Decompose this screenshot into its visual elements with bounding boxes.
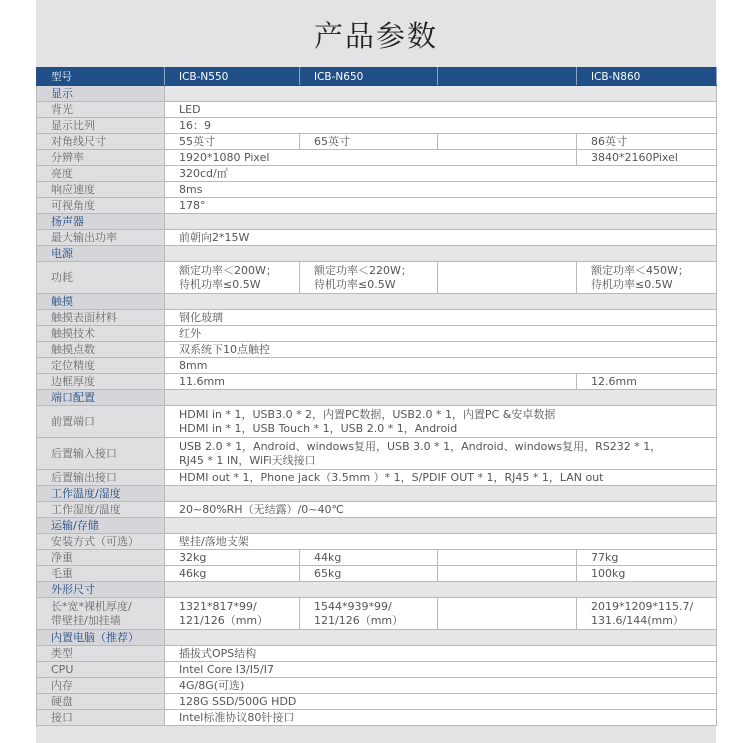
row-value: HDMI in * 1，USB3.0 * 2，内置PC数据，USB2.0 * 1，内置PC &安卓数据 HDMI in * 1，USB Touch * 1，USB 2.0 * 1，Android (165, 406, 717, 438)
table-row (37, 646, 717, 662)
table-row (37, 710, 717, 726)
row-value-n860: 12.6mm (577, 374, 717, 390)
section-spacer (165, 630, 717, 646)
table-row (37, 678, 717, 694)
table-row (37, 310, 717, 326)
row-value: 壁挂/落地支架 (165, 534, 717, 550)
row-value-n860: 3840*2160Pixel (577, 150, 717, 166)
row-value: USB 2.0 * 1，Android、windows复用，USB 3.0 * 1，Android、windows复用，RS232 * 1， RJ45 * 1 IN，WiFi天线接口 (165, 438, 717, 470)
table-row (37, 134, 717, 150)
row-value: HDMI out * 1，Phone jack（3.5mm ）* 1，S/PDIF OUT * 1，RJ45 * 1，LAN out (165, 470, 717, 486)
page-title: 产品参数 (313, 19, 438, 53)
row-value-empty (438, 566, 577, 582)
row-label: 分辨率 (37, 150, 165, 166)
row-label: 触摸点数 (37, 342, 165, 358)
table-row (37, 166, 717, 182)
row-label: CPU (37, 662, 165, 678)
row-label: 毛重 (37, 566, 165, 582)
row-label: 长*宽*裸机厚度/ 带壁挂/加挂墙 (37, 598, 165, 630)
section-title: 端口配置 (37, 390, 165, 406)
section-spacer (165, 246, 717, 262)
row-value-n550: 46kg (165, 566, 300, 582)
section-spacer (165, 582, 717, 598)
row-value-n550: 55英寸 (165, 134, 300, 150)
section-title: 显示 (37, 86, 165, 102)
row-value: 前朝向2*15W (165, 230, 717, 246)
section-row (37, 390, 717, 406)
section-title: 运输/存储 (37, 518, 165, 534)
row-value: 20~80%RH（无结露）/0~40℃ (165, 502, 717, 518)
row-label: 接口 (37, 710, 165, 726)
row-label: 前置端口 (37, 406, 165, 438)
section-spacer (165, 86, 717, 102)
row-value: 178° (165, 198, 717, 214)
table-row (37, 150, 717, 166)
table-row (37, 470, 717, 486)
header-model: ICB-N860 (577, 68, 717, 86)
row-value: Intel标准协议80针接口 (165, 710, 717, 726)
row-value: LED (165, 102, 717, 118)
table-row (37, 326, 717, 342)
section-title: 内置电脑（推荐） (37, 630, 165, 646)
section-title: 触摸 (37, 294, 165, 310)
row-value-empty (438, 262, 577, 294)
row-label: 最大输出功率 (37, 230, 165, 246)
row-value: 插拔式OPS结构 (165, 646, 717, 662)
row-value: 双系统下10点触控 (165, 342, 717, 358)
row-value: 1920*1080 Pixel (165, 150, 577, 166)
table-row (37, 102, 717, 118)
section-row (37, 486, 717, 502)
table-row (37, 198, 717, 214)
row-value-empty (438, 598, 577, 630)
row-value-n650: 65英寸 (300, 134, 438, 150)
section-row (37, 294, 717, 310)
row-value-n650: 44kg (300, 550, 438, 566)
section-spacer (165, 390, 717, 406)
section-title: 工作温度/湿度 (37, 486, 165, 502)
row-label: 响应速度 (37, 182, 165, 198)
section-spacer (165, 294, 717, 310)
row-label: 硬盘 (37, 694, 165, 710)
row-value-n650: 65kg (300, 566, 438, 582)
row-label: 净重 (37, 550, 165, 566)
row-label: 类型 (37, 646, 165, 662)
spec-body (37, 86, 717, 726)
row-value-n860: 100kg (577, 566, 717, 582)
row-label: 触摸技术 (37, 326, 165, 342)
row-label: 定位精度 (37, 358, 165, 374)
table-row (37, 230, 717, 246)
row-value-n550: 1321*817*99/ 121/126（mm） (165, 598, 300, 630)
row-value: 128G SSD/500G HDD (165, 694, 717, 710)
table-row (37, 406, 717, 438)
table-row (37, 182, 717, 198)
section-title: 电源 (37, 246, 165, 262)
table-row (37, 374, 717, 390)
row-value: 4G/8G(可选) (165, 678, 717, 694)
row-value: 红外 (165, 326, 717, 342)
section-row (37, 214, 717, 230)
table-header-row (37, 68, 717, 86)
row-value-n860: 2019*1209*115.7/ 131.6/144(mm） (577, 598, 717, 630)
row-value-n550: 额定功率＜200W； 待机功率≤0.5W (165, 262, 300, 294)
section-row (37, 86, 717, 102)
row-value: 8ms (165, 182, 717, 198)
section-row (37, 246, 717, 262)
table-row (37, 358, 717, 374)
section-spacer (165, 486, 717, 502)
row-label: 工作湿度/温度 (37, 502, 165, 518)
row-value: 320cd/㎡ (165, 166, 717, 182)
table-row (37, 566, 717, 582)
header-model: ICB-N650 (300, 68, 438, 86)
table-row (37, 118, 717, 134)
section-row (37, 518, 717, 534)
row-label: 边框厚度 (37, 374, 165, 390)
row-value: 钢化玻璃 (165, 310, 717, 326)
row-label: 后置输入接口 (37, 438, 165, 470)
table-row (37, 262, 717, 294)
section-row (37, 630, 717, 646)
row-label: 后置输出接口 (37, 470, 165, 486)
row-label: 触摸表面材料 (37, 310, 165, 326)
row-value-n650: 1544*939*99/ 121/126（mm） (300, 598, 438, 630)
table-row (37, 342, 717, 358)
table-row (37, 502, 717, 518)
row-value-n650: 额定功率＜220W； 待机功率≤0.5W (300, 262, 438, 294)
row-value: 11.6mm (165, 374, 577, 390)
section-spacer (165, 518, 717, 534)
table-row (37, 534, 717, 550)
header-model (438, 68, 577, 86)
row-value-n860: 86英寸 (577, 134, 717, 150)
table-row (37, 598, 717, 630)
row-label: 内存 (37, 678, 165, 694)
section-spacer (165, 214, 717, 230)
row-label: 可视角度 (37, 198, 165, 214)
row-value: 16：9 (165, 118, 717, 134)
row-label: 对角线尺寸 (37, 134, 165, 150)
row-label: 亮度 (37, 166, 165, 182)
row-label: 安装方式（可选） (37, 534, 165, 550)
row-value-n860: 77kg (577, 550, 717, 566)
header-model: ICB-N550 (165, 68, 300, 86)
row-value-n550: 32kg (165, 550, 300, 566)
row-label: 显示比列 (37, 118, 165, 134)
row-label: 功耗 (37, 262, 165, 294)
table-row (37, 662, 717, 678)
table-row (37, 438, 717, 470)
row-value: 8mm (165, 358, 717, 374)
row-value-n860: 额定功率＜450W； 待机功率≤0.5W (577, 262, 717, 294)
row-label: 背光 (37, 102, 165, 118)
table-row (37, 694, 717, 710)
row-value-empty (438, 134, 577, 150)
spec-table (36, 67, 717, 726)
header-label: 型号 (37, 68, 165, 86)
section-title: 扬声器 (37, 214, 165, 230)
section-row (37, 582, 717, 598)
row-value-empty (438, 550, 577, 566)
row-value: Intel Core I3/I5/I7 (165, 662, 717, 678)
section-title: 外形尺寸 (37, 582, 165, 598)
table-row (37, 550, 717, 566)
